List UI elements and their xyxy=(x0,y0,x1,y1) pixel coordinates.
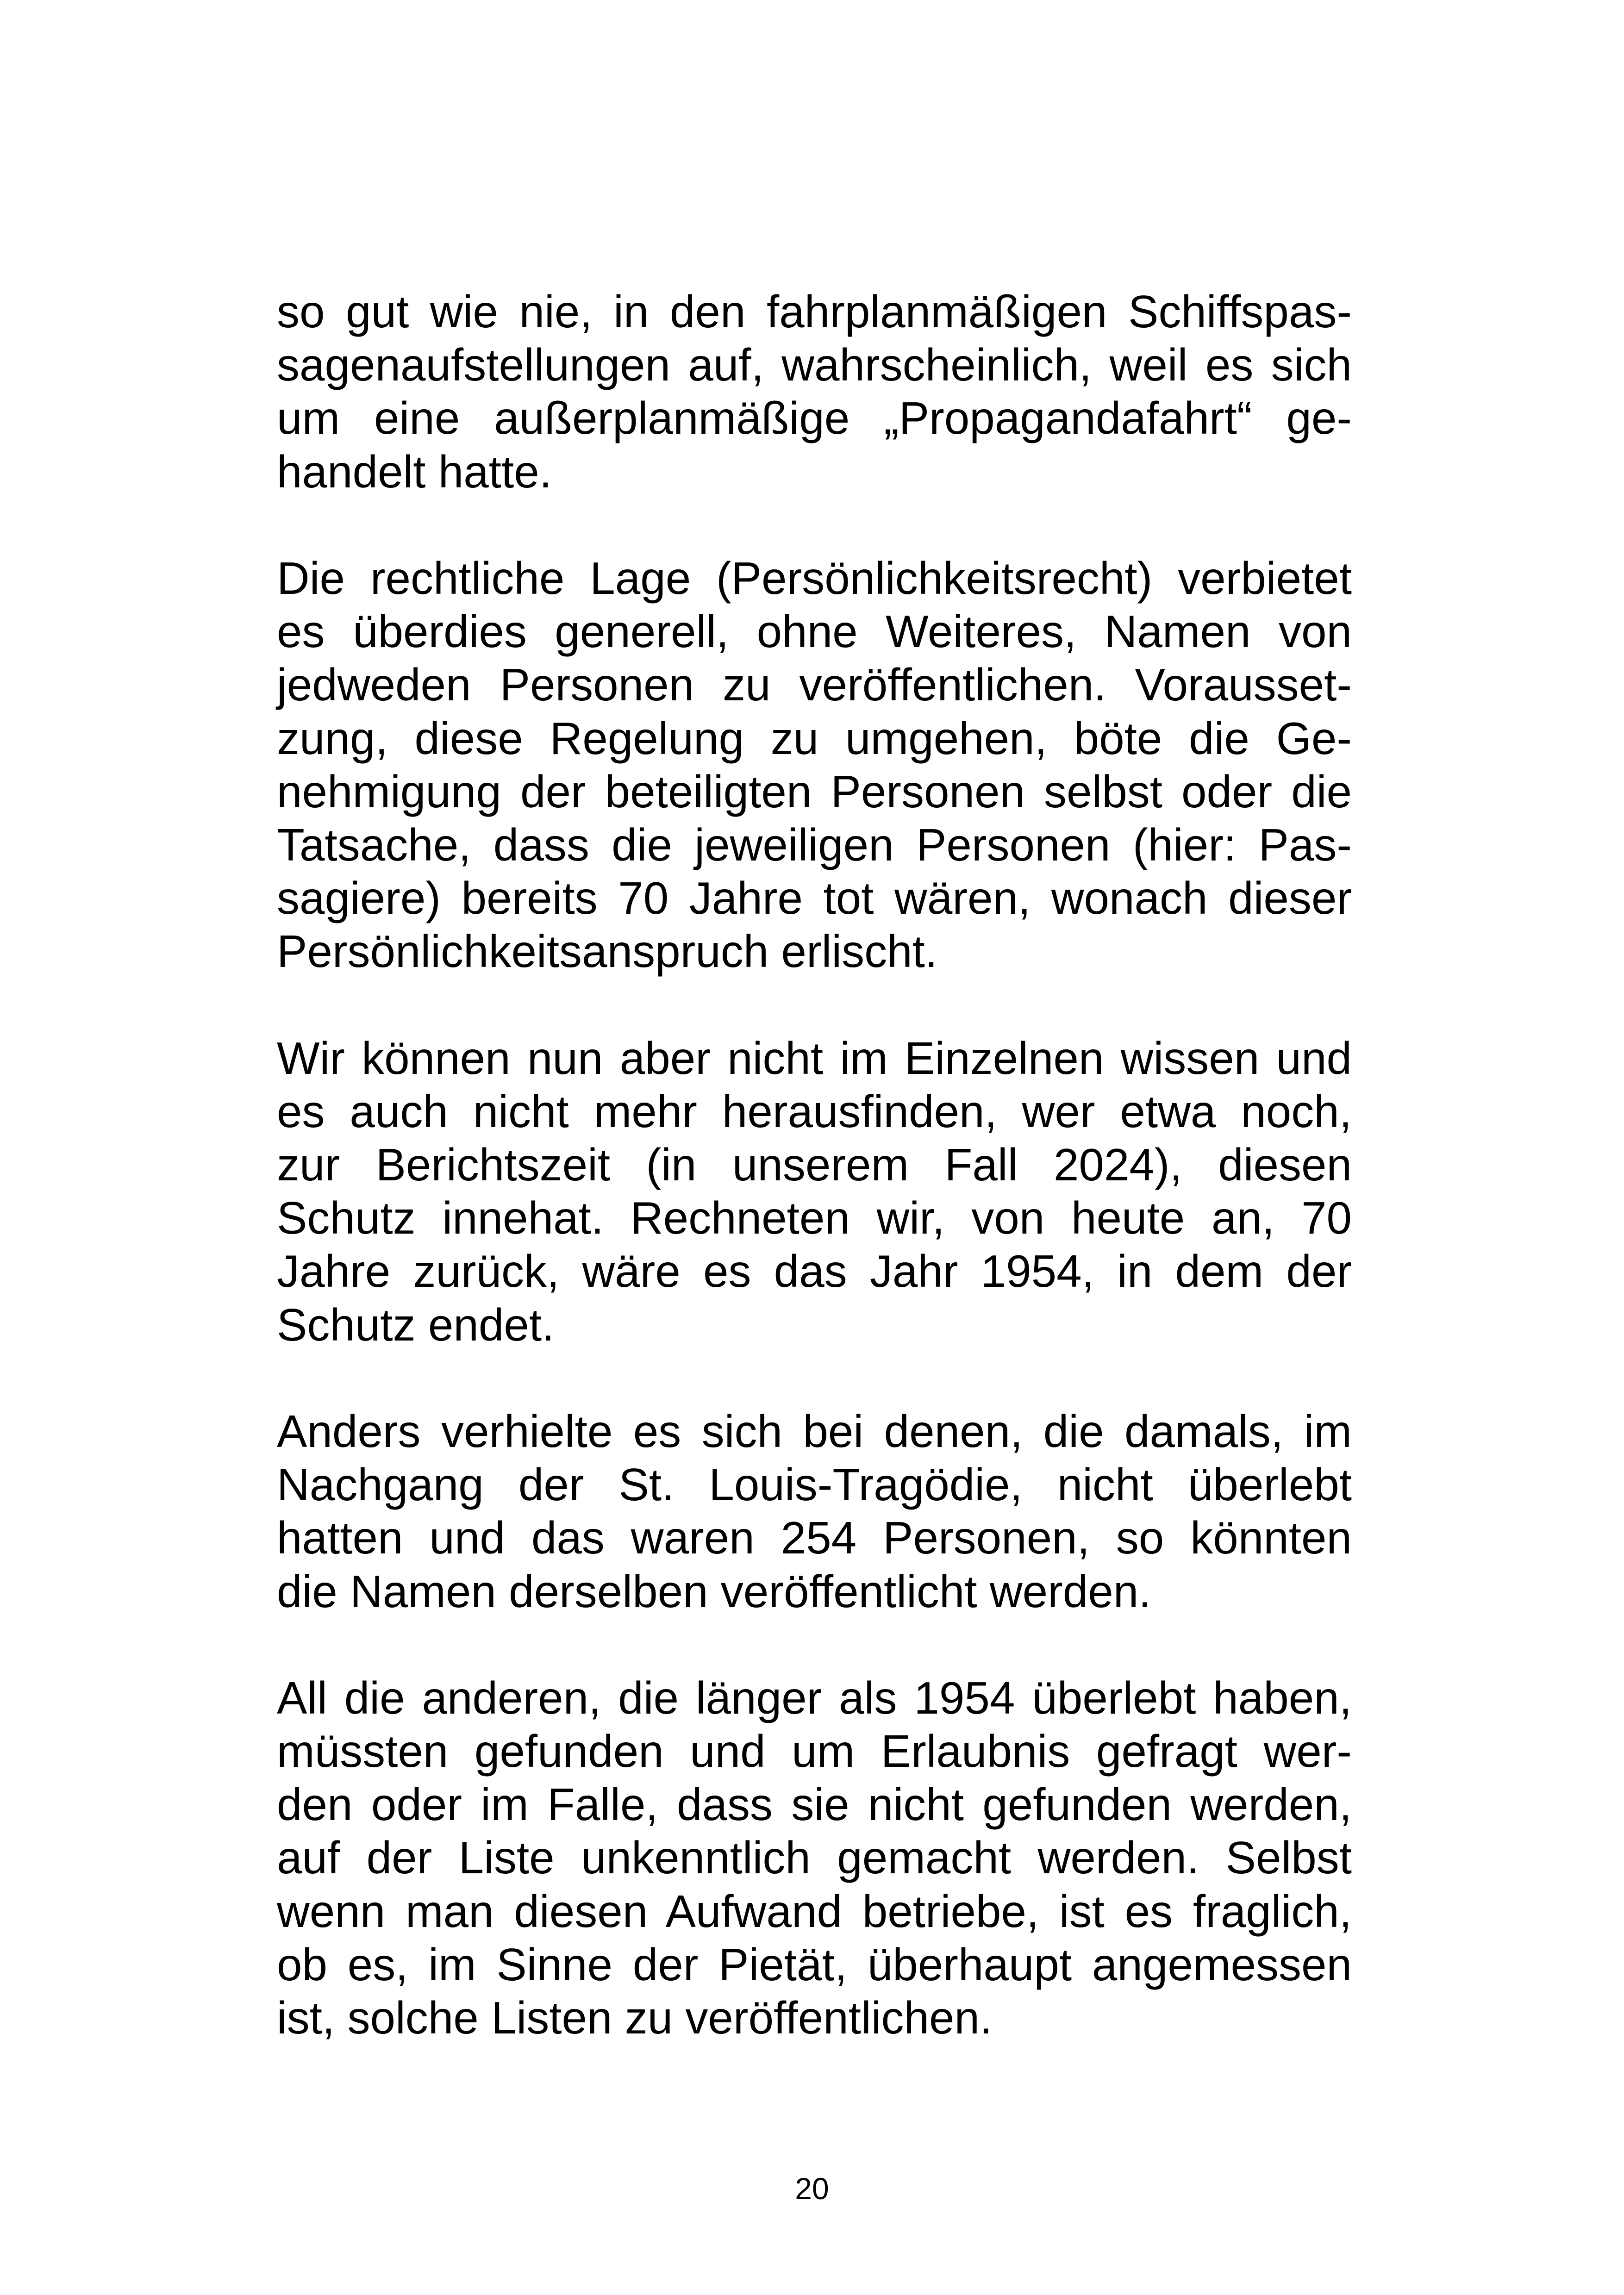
text-line: Nachgang der St. Louis-Tragödie, nicht überlebt xyxy=(277,1459,1352,1510)
text-line: Schutz innehat. Rechneten wir, von heute an, 70 xyxy=(277,1192,1352,1244)
text-line: All die anderen, die länger als 1954 überlebt haben, xyxy=(277,1672,1352,1723)
text-line: auf der Liste unkenntlich gemacht werden. Selbst xyxy=(277,1832,1352,1883)
text-line: jedweden Personen zu veröffentlichen. Vorausset- xyxy=(277,659,1352,711)
page-number: 20 xyxy=(795,2171,829,2206)
text-line: Anders verhielte es sich bei denen, die damals, im xyxy=(277,1405,1352,1457)
text-line: Schutz endet. xyxy=(277,1299,555,1350)
text-line: so gut wie nie, in den fahrplanmäßigen Schiffspas- xyxy=(277,286,1352,337)
text-line: nehmigung der beteiligten Personen selbst oder die xyxy=(277,766,1352,817)
text-line: Wir können nun aber nicht im Einzelnen wissen und xyxy=(277,1032,1352,1084)
text-line: müssten gefunden und um Erlaubnis gefragt wer- xyxy=(277,1726,1352,1777)
text-line: wenn man diesen Aufwand betriebe, ist es fraglich, xyxy=(277,1885,1352,1937)
text-line: Persönlichkeitsanspruch erlischt. xyxy=(277,926,938,977)
text-line: den oder im Falle, dass sie nicht gefunden werden, xyxy=(277,1779,1352,1830)
text-line: zur Berichtszeit (in unserem Fall 2024), diesen xyxy=(277,1139,1352,1190)
text-line: Die rechtliche Lage (Persönlichkeitsrecht) verbietet xyxy=(277,552,1352,604)
text-line: Jahre zurück, wäre es das Jahr 1954, in dem der xyxy=(277,1246,1352,1297)
text-line: zung, diese Regelung zu umgehen, böte die Ge- xyxy=(277,712,1352,764)
paragraph xyxy=(277,1032,1352,1352)
text-line: sagenaufstellungen auf, wahrscheinlich, weil es sich xyxy=(277,339,1352,391)
text-line: ob es, im Sinne der Pietät, überhaupt angemessen xyxy=(277,1939,1352,1990)
page-body xyxy=(277,285,1352,2098)
paragraph xyxy=(277,1405,1352,1618)
text-line: Tatsache, dass die jeweiligen Personen (hier: Pas- xyxy=(277,819,1352,870)
text-line: es überdies generell, ohne Weiteres, Namen von xyxy=(277,606,1352,657)
paragraph xyxy=(277,1671,1352,2045)
text-line: die Namen derselben veröffentlicht werden. xyxy=(277,1565,1151,1617)
text-line: hatten und das waren 254 Personen, so könnten xyxy=(277,1512,1352,1564)
text-line: um eine außerplanmäßige „Propagandafahrt“ ge- xyxy=(277,393,1352,444)
text-line: ist, solche Listen zu veröffentlichen. xyxy=(277,1992,993,2043)
text-line: handelt hatte. xyxy=(277,446,552,497)
text-line: sagiere) bereits 70 Jahre tot wären, wonach dieser xyxy=(277,873,1352,924)
paragraph xyxy=(277,552,1352,979)
text-line: es auch nicht mehr herausfinden, wer etwa noch, xyxy=(277,1085,1352,1137)
paragraph xyxy=(277,285,1352,499)
